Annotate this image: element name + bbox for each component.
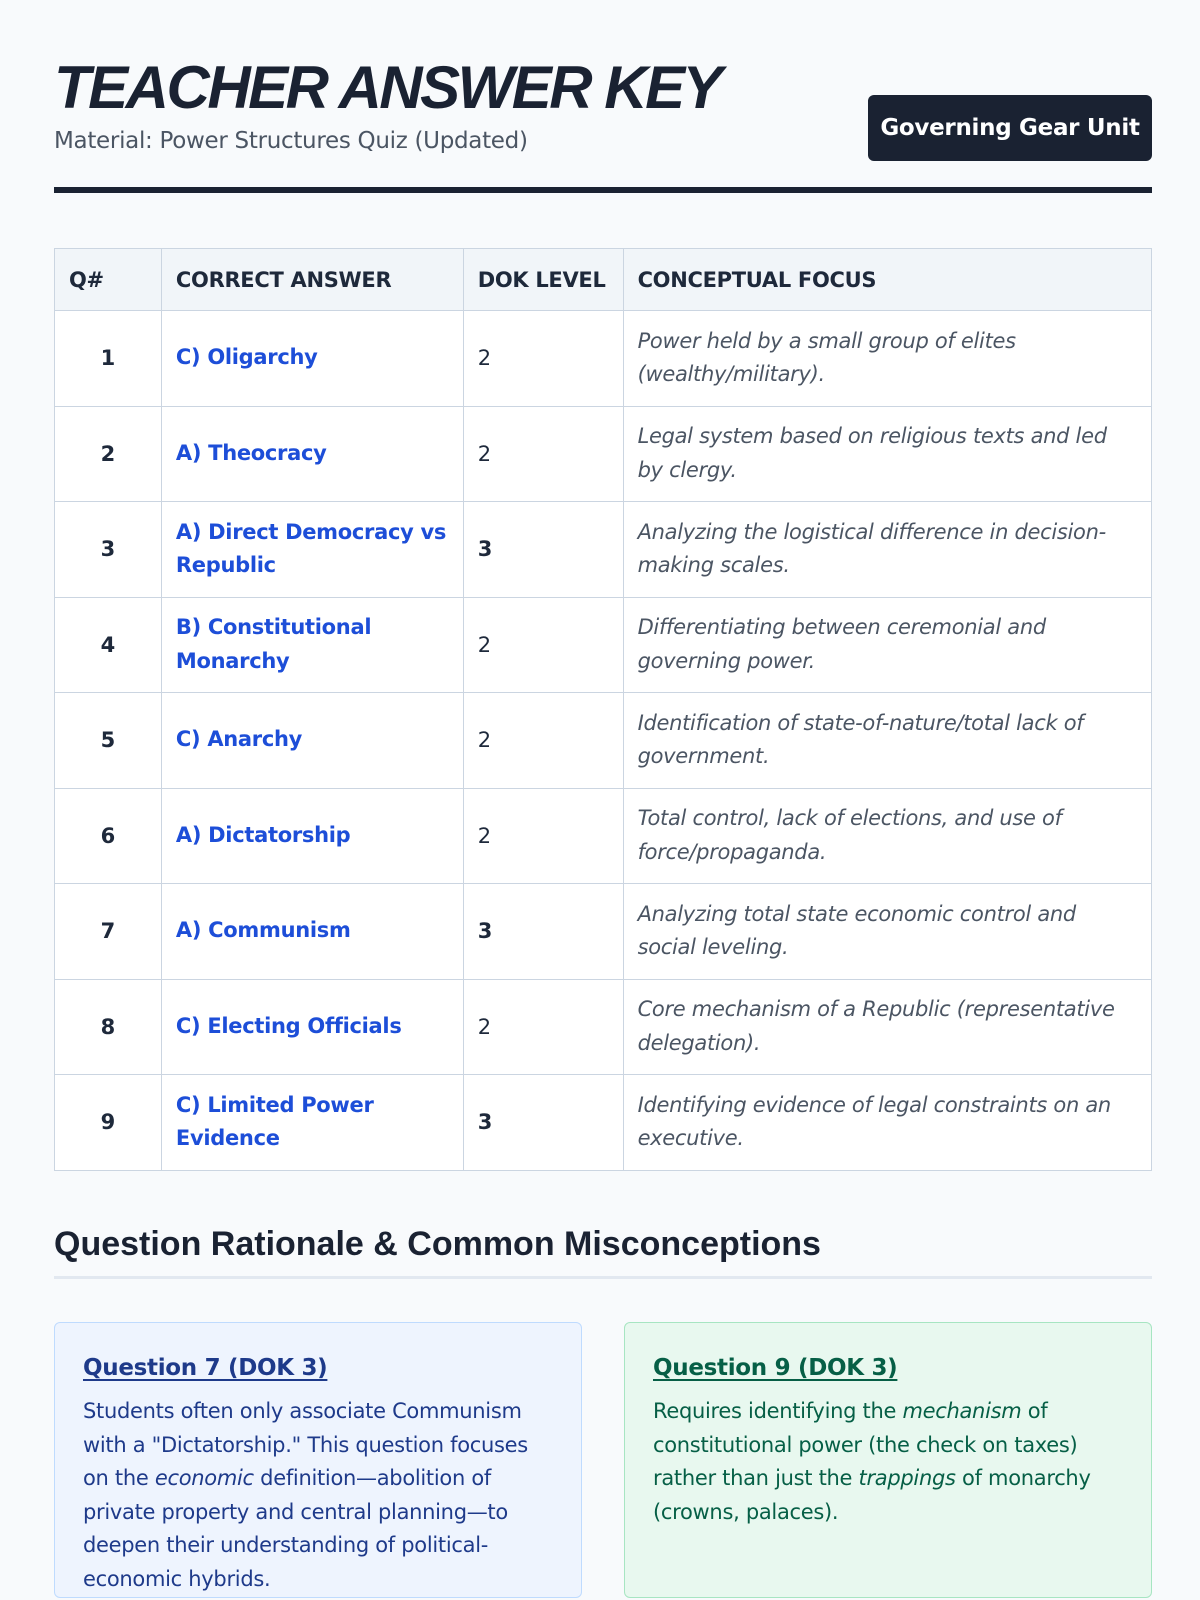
correct-answer: C) Anarchy <box>161 693 463 789</box>
correct-answer: C) Limited Power Evidence <box>161 1075 463 1171</box>
dok-level: 3 <box>463 884 623 980</box>
column-header-answer: CORRECT ANSWER <box>161 249 463 311</box>
question-number: 4 <box>55 597 162 693</box>
table-row <box>55 979 1152 1075</box>
conceptual-focus: Analyzing the logistical difference in decision-making scales. <box>623 502 1151 598</box>
rationale-card-question-7 <box>54 1322 582 1598</box>
question-number: 6 <box>55 788 162 884</box>
conceptual-focus: Legal system based on religious texts and led by clergy. <box>623 406 1151 502</box>
conceptual-focus: Analyzing total state economic control and social leveling. <box>623 884 1151 980</box>
correct-answer: A) Communism <box>161 884 463 980</box>
table-row <box>55 311 1152 407</box>
card-body <box>83 1395 553 1597</box>
dok-level: 2 <box>463 597 623 693</box>
table-header-row <box>55 249 1152 311</box>
table-row <box>55 884 1152 980</box>
table-row <box>55 502 1152 598</box>
question-number: 2 <box>55 406 162 502</box>
unit-badge: Governing Gear Unit <box>868 95 1152 161</box>
table-row <box>55 1075 1152 1171</box>
correct-answer: C) Oligarchy <box>161 311 463 407</box>
question-number: 8 <box>55 979 162 1075</box>
conceptual-focus: Identifying evidence of legal constraints on an executive. <box>623 1075 1151 1171</box>
correct-answer: A) Dictatorship <box>161 788 463 884</box>
conceptual-focus: Total control, lack of elections, and use of force/propaganda. <box>623 788 1151 884</box>
table-row <box>55 693 1152 789</box>
question-number: 3 <box>55 502 162 598</box>
dok-level: 3 <box>463 1075 623 1171</box>
correct-answer: A) Theocracy <box>161 406 463 502</box>
dok-level: 2 <box>463 693 623 789</box>
header-divider <box>54 187 1152 193</box>
card-text: of monarchy (crowns, palaces). <box>653 1466 1091 1524</box>
section-divider <box>54 1276 1152 1279</box>
card-emphasis: economic <box>154 1466 254 1491</box>
dok-level: 2 <box>463 979 623 1075</box>
rationale-section-title: Question Rationale & Common Misconceptions <box>54 1225 821 1263</box>
question-number: 7 <box>55 884 162 980</box>
column-header-dok: DOK LEVEL <box>463 249 623 311</box>
card-heading: Question 7 (DOK 3) <box>83 1355 328 1381</box>
dok-level: 3 <box>463 502 623 598</box>
page-title: TEACHER ANSWER KEY <box>54 54 721 121</box>
rationale-card-question-9 <box>624 1322 1152 1598</box>
conceptual-focus: Power held by a small group of elites (wealthy/military). <box>623 311 1151 407</box>
dok-level: 2 <box>463 311 623 407</box>
conceptual-focus: Differentiating between ceremonial and governing power. <box>623 597 1151 693</box>
card-heading: Question 9 (DOK 3) <box>653 1355 898 1381</box>
correct-answer: C) Electing Officials <box>161 979 463 1075</box>
table-row <box>55 406 1152 502</box>
question-number: 9 <box>55 1075 162 1171</box>
answer-key-page <box>54 0 1152 1591</box>
dok-level: 2 <box>463 406 623 502</box>
correct-answer: A) Direct Democracy vs Republic <box>161 502 463 598</box>
correct-answer: B) Constitutional Monarchy <box>161 597 463 693</box>
conceptual-focus: Identification of state-of-nature/total lack of government. <box>623 693 1151 789</box>
column-header-focus: CONCEPTUAL FOCUS <box>623 249 1151 311</box>
card-text: Requires identifying the <box>653 1399 903 1423</box>
conceptual-focus: Core mechanism of a Republic (representative delegation). <box>623 979 1151 1075</box>
card-text: Students often only associate Communism with a "Dictatorship." This question focuses on the <box>83 1399 528 1491</box>
table-row <box>55 597 1152 693</box>
question-number: 1 <box>55 311 162 407</box>
dok-level: 2 <box>463 788 623 884</box>
answer-key-table <box>54 248 1152 1171</box>
card-body <box>653 1395 1123 1529</box>
question-number: 5 <box>55 693 162 789</box>
column-header-qnum: Q# <box>55 249 162 311</box>
card-emphasis: mechanism <box>902 1399 1022 1423</box>
header <box>54 0 1152 200</box>
card-text: of constitutional power (the check on taxes) rather than just the <box>653 1399 1078 1491</box>
table-row <box>55 788 1152 884</box>
card-emphasis: trappings <box>858 1466 956 1491</box>
card-text: definition—abolition of private property and central planning—to deepen their understanding of political-economic hybrids. <box>83 1466 508 1591</box>
material-subtitle: Material: Power Structures Quiz (Updated) <box>54 128 528 154</box>
